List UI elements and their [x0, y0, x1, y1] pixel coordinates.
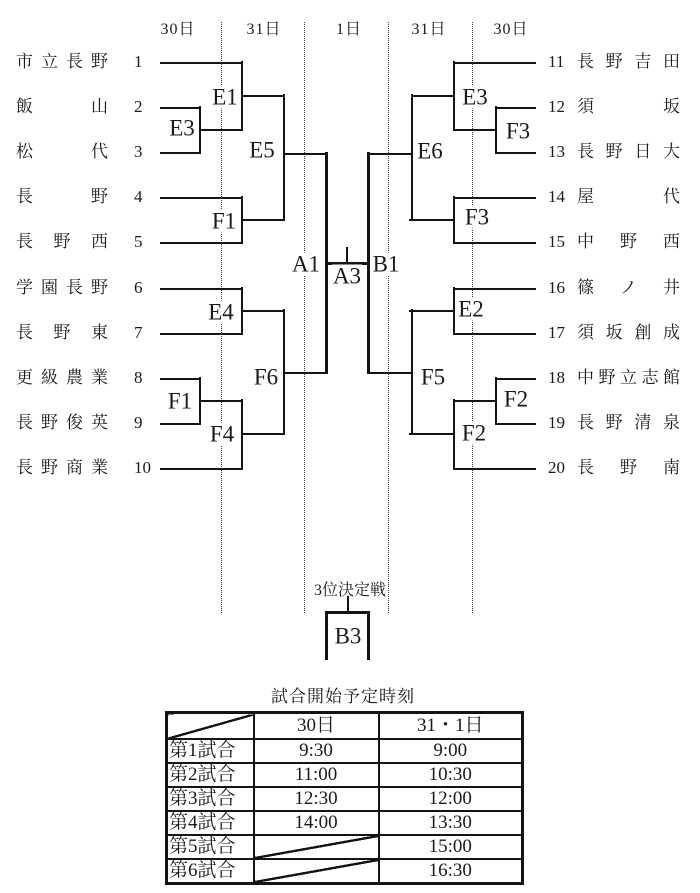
- match-label-f4: F4: [209, 421, 235, 447]
- bracket-line: [453, 288, 536, 290]
- team-name-char: 立: [620, 368, 637, 387]
- team-name-char: 長: [16, 187, 33, 206]
- bracket-line: [160, 423, 201, 425]
- team-seed: 10: [134, 458, 151, 477]
- bracket-line: [283, 94, 285, 221]
- bracket-line: [199, 129, 243, 131]
- bracket-line: [409, 433, 455, 435]
- team-name-char: 坂: [605, 323, 623, 342]
- team-name-char: 立: [41, 52, 58, 71]
- team-name-char: 山: [91, 97, 108, 116]
- day-separator-line: [304, 22, 305, 613]
- team-name: [16, 185, 108, 209]
- team-name-char: 代: [663, 187, 680, 206]
- schedule-row-4: [167, 811, 523, 835]
- team-name: [577, 366, 680, 390]
- schedule-row-5: [167, 835, 523, 859]
- bracket-line: [199, 377, 201, 425]
- team-name: [16, 140, 108, 164]
- team-name-char: 須: [577, 323, 594, 342]
- time-cell: 14:00: [254, 811, 379, 835]
- schedule-table: [165, 711, 524, 885]
- team-name: [577, 276, 680, 300]
- team-name: [577, 95, 680, 119]
- match-label-e4: E4: [208, 299, 234, 325]
- bracket-line: [495, 107, 536, 109]
- team-name-char: 園: [41, 278, 58, 297]
- team-seed: 2: [134, 97, 143, 116]
- team-name: [577, 411, 680, 435]
- time-cell: 12:30: [254, 787, 379, 811]
- team-name-char: 野: [620, 232, 637, 251]
- team-name-char: 長: [16, 232, 33, 251]
- bracket-line: [241, 61, 243, 131]
- bracket-line: [367, 152, 370, 374]
- team-seed: 15: [548, 232, 565, 251]
- match-no-label: 第2試合: [167, 763, 254, 787]
- bracket-line: [283, 372, 327, 374]
- team-name: [16, 411, 108, 435]
- bracket-line: [160, 242, 243, 244]
- schedule-col-day30: 30日: [254, 713, 379, 740]
- bracket-line: [495, 106, 497, 154]
- team-name-char: 長: [577, 52, 594, 71]
- bracket-line: [495, 378, 536, 380]
- bracket-line: [453, 333, 536, 335]
- team-name: [16, 456, 108, 480]
- schedule-row-6: [167, 859, 523, 884]
- team-name-char: 野: [53, 323, 71, 342]
- schedule-section: [165, 687, 521, 885]
- match-label-a1: A1: [291, 251, 321, 277]
- team-name: [577, 321, 680, 345]
- bracket-line: [495, 423, 536, 425]
- team-name-char: 野: [598, 368, 616, 387]
- bracket-line: [241, 433, 285, 435]
- team-name-char: 長: [66, 278, 83, 297]
- team-seed: 3: [134, 142, 143, 161]
- bracket-line: [367, 611, 370, 660]
- team-name-char: 田: [662, 52, 680, 71]
- team-name-char: 須: [577, 97, 594, 116]
- team-name-char: 長: [16, 458, 33, 477]
- team-name-char: 野: [53, 232, 71, 251]
- bracket-line: [453, 196, 455, 244]
- team-name-char: 志: [641, 368, 659, 387]
- team-seed: 20: [548, 458, 565, 477]
- match-label-f1a: F1: [211, 208, 237, 234]
- team-name-char: 坂: [663, 97, 680, 116]
- match-no-label: 第6試合: [167, 859, 254, 884]
- time-cell: 13:30: [379, 811, 523, 835]
- team-name-char: 野: [605, 52, 623, 71]
- bracket-line: [325, 611, 328, 660]
- team-name-char: 野: [91, 187, 108, 206]
- bracket-line: [325, 152, 328, 374]
- bracket-line: [160, 152, 201, 154]
- team-name-char: 代: [91, 142, 108, 161]
- team-name: [577, 140, 680, 164]
- team-name: [577, 185, 680, 209]
- bracket-line: [453, 400, 497, 402]
- team-name-char: 業: [91, 458, 108, 477]
- team-name-char: 松: [16, 142, 33, 161]
- team-name-char: 中: [577, 368, 594, 387]
- team-name-char: 清: [634, 413, 652, 432]
- schedule-row-2: [167, 763, 523, 787]
- team-seed: 14: [548, 187, 565, 206]
- bracket-line: [453, 242, 536, 244]
- team-name-char: 中: [577, 232, 594, 251]
- match-no-label: 第4試合: [167, 811, 254, 835]
- match-no-label: 第1試合: [167, 739, 254, 763]
- time-cell: 11:00: [254, 763, 379, 787]
- bracket-line: [160, 62, 243, 64]
- team-name-char: 英: [91, 413, 108, 432]
- team-name: [577, 456, 680, 480]
- team-name-char: 長: [577, 142, 594, 161]
- bracket-line: [241, 287, 243, 335]
- team-name: [577, 50, 680, 74]
- day-separator-line: [388, 22, 389, 613]
- team-name-char: 長: [16, 413, 33, 432]
- match-label-b3: B3: [334, 623, 362, 649]
- date-header: 31日: [246, 21, 282, 38]
- match-label-a3: A3: [332, 263, 362, 289]
- time-cell: 9:00: [379, 739, 523, 763]
- match-label-e6: E6: [417, 138, 443, 164]
- team-seed: 16: [548, 278, 565, 297]
- schedule-corner-cell: [167, 713, 254, 740]
- date-header: 30日: [160, 21, 196, 38]
- team-name-char: 東: [91, 323, 108, 342]
- bracket-line: [409, 219, 455, 221]
- time-cell: 10:30: [379, 763, 523, 787]
- bracket-line: [241, 310, 285, 312]
- team-seed: 5: [134, 232, 143, 251]
- team-seed: 17: [548, 323, 565, 342]
- schedule-col-day31: 31・1日: [379, 713, 523, 740]
- bracket-line: [241, 399, 243, 470]
- match-label-f5: F5: [420, 364, 446, 390]
- bracket-line: [495, 152, 536, 154]
- team-name-char: 野: [91, 52, 108, 71]
- match-label-f3b: F3: [464, 204, 490, 230]
- bracket-line: [453, 129, 497, 131]
- match-no-label: 第3試合: [167, 787, 254, 811]
- time-cell: 12:00: [379, 787, 523, 811]
- team-name: [577, 230, 680, 254]
- match-label-f1b: F1: [167, 388, 193, 414]
- bracket-line: [346, 247, 348, 264]
- team-name-char: 更: [16, 368, 33, 387]
- team-name: [16, 95, 108, 119]
- team-seed: 13: [548, 142, 565, 161]
- bracket-line: [241, 219, 285, 221]
- team-name-char: 南: [663, 458, 680, 477]
- team-seed: 8: [134, 368, 143, 387]
- team-name: [16, 366, 108, 390]
- team-name-char: 野: [605, 413, 623, 432]
- time-cell: 16:30: [379, 859, 523, 884]
- team-name-char: 篠: [577, 278, 594, 297]
- team-name-char: 農: [66, 368, 83, 387]
- bracket-line: [453, 468, 536, 470]
- team-name-char: 野: [620, 458, 637, 477]
- match-label-e5: E5: [249, 137, 275, 163]
- date-header: 31日: [411, 21, 447, 38]
- no-match-cell: [254, 859, 379, 884]
- match-label-f6: F6: [253, 364, 279, 390]
- team-seed: 11: [548, 52, 565, 71]
- bracket-line: [241, 95, 285, 97]
- team-name-char: 井: [663, 278, 680, 297]
- team-name-char: 市: [16, 52, 33, 71]
- bracket-line: [160, 468, 243, 470]
- bracket-line: [160, 288, 243, 290]
- team-seed: 18: [548, 368, 565, 387]
- match-label-e1: E1: [212, 84, 238, 110]
- team-seed: 19: [548, 413, 565, 432]
- bracket-line: [160, 197, 243, 199]
- bracket-line: [411, 94, 413, 221]
- schedule-row-3: [167, 787, 523, 811]
- no-match-cell: [254, 835, 379, 859]
- team-name-char: 西: [663, 232, 680, 251]
- team-name-char: ノ: [620, 278, 637, 297]
- bracket-line: [283, 153, 327, 155]
- team-name-char: 日: [634, 142, 652, 161]
- time-cell: 9:30: [254, 739, 379, 763]
- third-place-title: 3位決定戦: [313, 582, 387, 599]
- bracket-line: [453, 287, 455, 335]
- team-seed: 12: [548, 97, 565, 116]
- team-name-char: 長: [66, 52, 83, 71]
- team-name-char: 長: [16, 323, 33, 342]
- team-name-char: 業: [91, 368, 108, 387]
- time-cell: 15:00: [379, 835, 523, 859]
- bracket-line: [283, 309, 285, 435]
- team-name-char: 野: [41, 458, 58, 477]
- match-label-e3l: E3: [169, 115, 195, 141]
- team-name-char: 野: [41, 413, 58, 432]
- team-name-char: 吉: [634, 52, 652, 71]
- match-label-f2a: F2: [503, 386, 529, 412]
- bracket-line: [409, 310, 455, 312]
- team-seed: 6: [134, 278, 143, 297]
- team-name-char: 商: [66, 458, 83, 477]
- schedule-row-1: [167, 739, 523, 763]
- match-label-e3r: E3: [462, 84, 488, 110]
- bracket-line: [199, 106, 201, 154]
- team-name-char: 長: [577, 458, 594, 477]
- team-name: [16, 321, 108, 345]
- team-name-char: 泉: [662, 413, 680, 432]
- bracket-line: [453, 61, 455, 131]
- team-name-char: 野: [91, 278, 108, 297]
- match-label-e2: E2: [458, 296, 484, 322]
- team-name-char: 館: [663, 368, 680, 387]
- team-name-char: 飯: [16, 97, 33, 116]
- bracket-line: [241, 196, 243, 244]
- schedule-title: 試合開始予定時刻: [271, 687, 415, 706]
- team-name-char: 屋: [577, 187, 594, 206]
- match-no-label: 第5試合: [167, 835, 254, 859]
- bracket-line: [368, 153, 413, 155]
- team-name-char: 級: [41, 368, 58, 387]
- team-seed: 7: [134, 323, 143, 342]
- team-name: [16, 50, 108, 74]
- team-name-char: 俊: [66, 413, 83, 432]
- team-name-char: 長: [577, 413, 594, 432]
- team-seed: 4: [134, 187, 143, 206]
- team-name: [16, 230, 108, 254]
- team-name: [16, 276, 108, 300]
- bracket-line: [199, 400, 243, 402]
- match-label-f3a: F3: [505, 118, 531, 144]
- bracket-line: [453, 399, 455, 470]
- bracket-line: [411, 309, 413, 435]
- date-header: 1日: [335, 21, 363, 38]
- bracket-line: [453, 197, 536, 199]
- bracket-line: [411, 95, 455, 97]
- team-name-char: 西: [91, 232, 108, 251]
- team-name-char: 成: [662, 323, 680, 342]
- bracket-line: [495, 377, 497, 425]
- bracket-line: [160, 378, 201, 380]
- bracket-line: [368, 372, 413, 374]
- team-name-char: 創: [634, 323, 652, 342]
- team-seed: 9: [134, 413, 143, 432]
- date-header: 30日: [493, 21, 529, 38]
- bracket-line: [453, 62, 536, 64]
- team-name-char: 野: [605, 142, 623, 161]
- team-name-char: 大: [662, 142, 680, 161]
- schedule-header-row: [167, 713, 523, 740]
- match-label-b1: B1: [372, 251, 400, 277]
- bracket-line: [160, 333, 243, 335]
- match-label-f2b: F2: [461, 420, 487, 446]
- bracket-line: [160, 107, 201, 109]
- team-seed: 1: [134, 52, 143, 71]
- team-name-char: 学: [16, 278, 33, 297]
